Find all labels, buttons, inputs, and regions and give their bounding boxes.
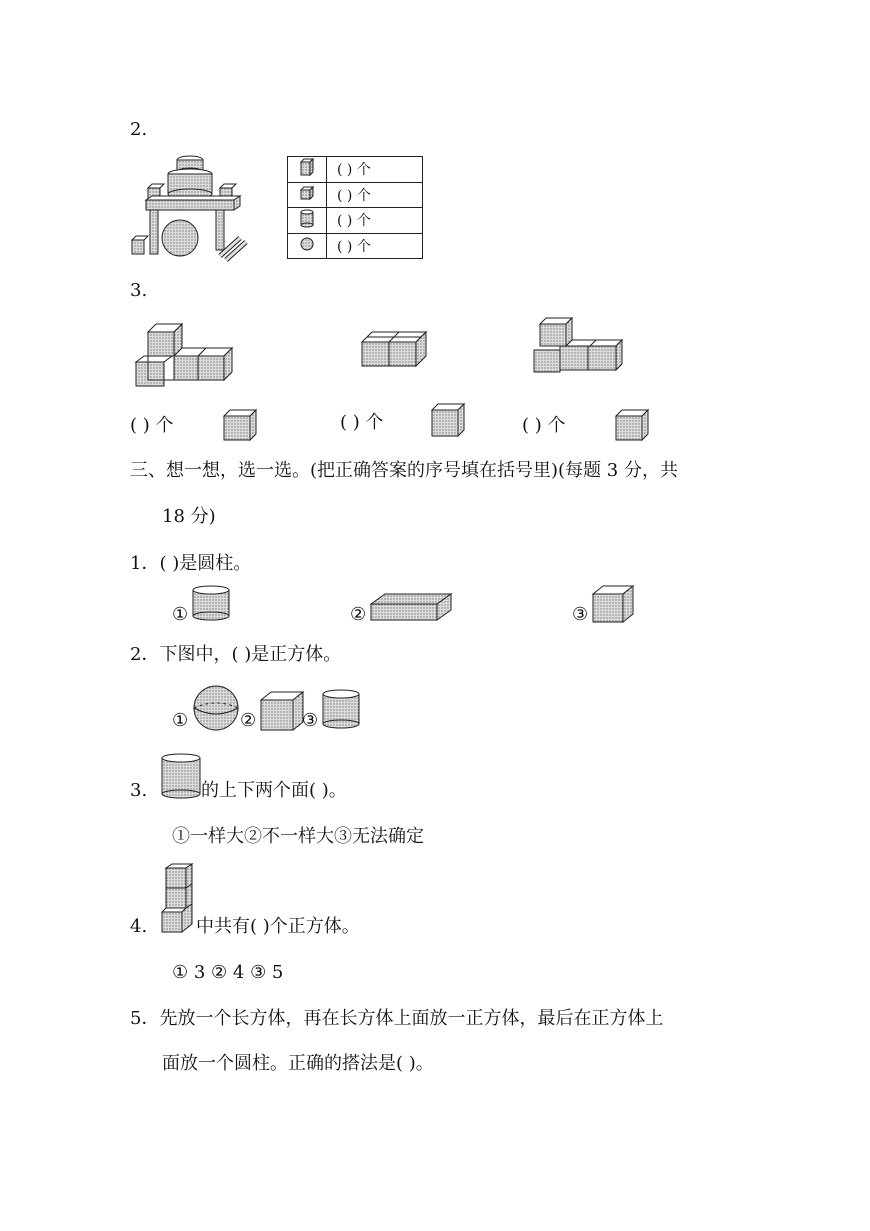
section-heading: 三、想一想，选一选。(把正确答案的序号填在括号里)(每题 3 分，共 [130,460,678,481]
cube-stack-figure-3 [532,316,624,374]
question-text: 1．( )是圆柱。 [130,553,252,574]
cube-stack-figure-2 [360,328,430,370]
count-blank[interactable]: ( ) 个 [327,233,423,259]
cube-stack-icon [160,862,196,936]
question-number: 4. [130,916,148,937]
sphere-icon [299,236,315,252]
cube-stack-figure-1 [132,322,234,388]
cube-icon [222,408,260,442]
answer-options[interactable]: ① 3 ② 4 ③ 5 [172,962,284,983]
question-text: 的上下两个面( )。 [201,780,347,801]
option-1-label[interactable]: ① [172,604,189,625]
option-3-label[interactable]: ③ [302,710,319,731]
answer-blank[interactable]: ( ) 个 [522,415,566,436]
sphere-icon [191,684,241,732]
option-1-label[interactable]: ① [172,710,189,731]
table-row [288,157,423,183]
cuboid-icon [299,157,315,177]
count-blank[interactable]: ( ) 个 [327,182,423,208]
question-number: 2. [130,119,148,140]
count-blank[interactable]: ( ) 个 [327,208,423,234]
cylinder-icon [191,584,231,622]
shape-count-table [287,156,423,259]
section-heading-cont: 18 分) [162,506,216,527]
answer-options[interactable]: ①一样大②不一样大③无法确定 [172,826,424,847]
count-blank[interactable]: ( ) 个 [327,157,423,183]
question-number: 3. [130,780,148,801]
table-row [288,233,423,259]
cuboid-icon [369,592,453,622]
option-2-label[interactable]: ② [350,604,367,625]
answer-blank[interactable]: ( ) 个 [340,412,384,433]
cylinder-icon [321,688,361,730]
table-row [288,182,423,208]
cylinder-icon [160,752,202,800]
question-number: 3. [130,280,148,301]
question-text: 2．下图中，( )是正方体。 [130,644,342,665]
block-structure-figure [128,152,248,264]
cube-icon [259,690,305,732]
question-text: 5．先放一个长方体，再在长方体上面放一正方体，最后在正方体上 [130,1008,664,1029]
question-text: 中共有( )个正方体。 [196,916,360,937]
table-row [288,208,423,234]
cube-icon [430,402,468,438]
cube-icon [614,408,652,442]
answer-blank[interactable]: ( ) 个 [130,415,174,436]
cube-icon [299,185,315,201]
question-text-cont: 面放一个圆柱。正确的搭法是( )。 [162,1053,434,1074]
cube-icon [591,584,635,624]
option-2-label[interactable]: ② [240,710,257,731]
option-3-label[interactable]: ③ [572,604,589,625]
cylinder-icon [299,208,315,228]
